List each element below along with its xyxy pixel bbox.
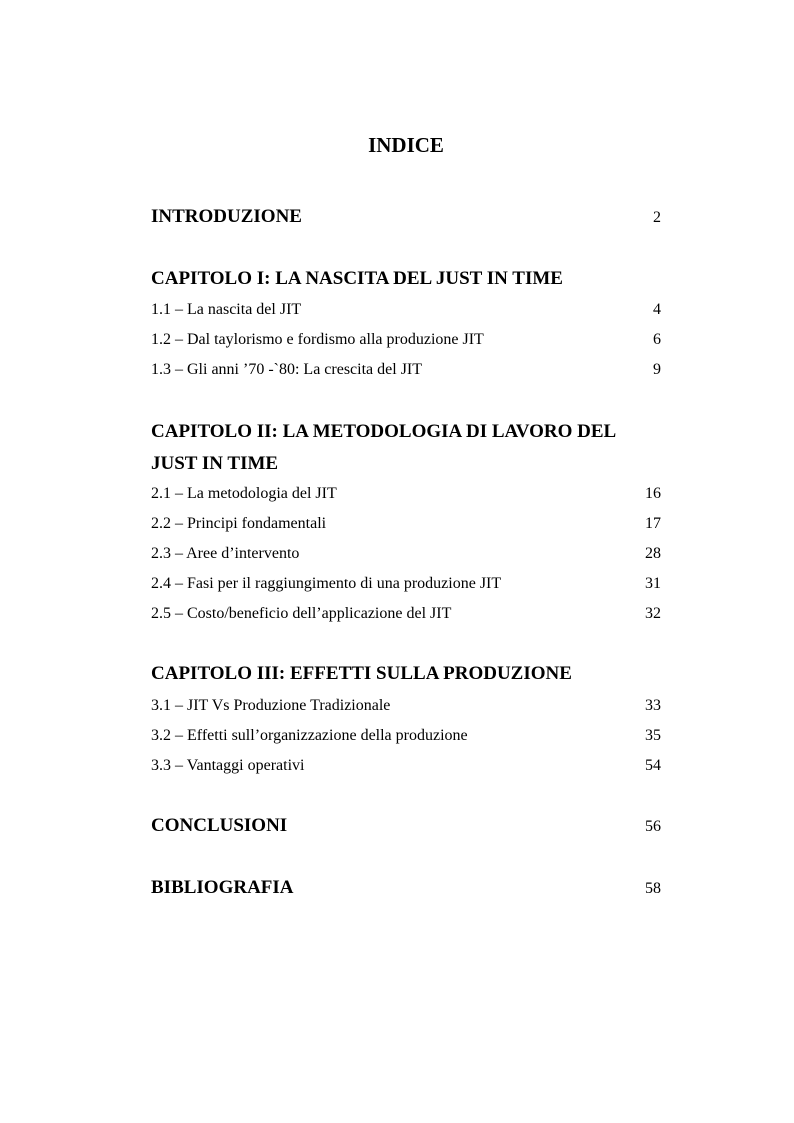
toc-page-number: 31 <box>645 575 661 592</box>
toc-entry-3-1[interactable] <box>151 696 661 716</box>
toc-entry-bibliografia[interactable] <box>151 876 661 901</box>
toc-page-number: 32 <box>645 605 661 622</box>
toc-entry-label: 2.3 – Aree d’intervento <box>151 545 300 562</box>
toc-entry-label: 1.2 – Dal taylorismo e fordismo alla produzione JIT <box>151 331 484 348</box>
chapter-heading-3: CAPITOLO III: EFFETTI SULLA PRODUZIONE <box>151 663 572 684</box>
chapter-heading-2-line2: JUST IN TIME <box>151 453 279 474</box>
toc-page-number: 28 <box>645 545 661 562</box>
toc-page-number: 9 <box>653 361 661 378</box>
toc-entry-1-3[interactable] <box>151 360 661 380</box>
toc-entry-label: BIBLIOGRAFIA <box>151 877 294 898</box>
toc-page-number: 54 <box>645 757 661 774</box>
toc-entry-3-2[interactable] <box>151 726 661 746</box>
toc-entry-label: 2.2 – Principi fondamentali <box>151 515 327 532</box>
toc-entry-1-2[interactable] <box>151 330 661 350</box>
toc-entry-label: 3.3 – Vantaggi operativi <box>151 757 305 774</box>
page-title: INDICE <box>368 133 444 157</box>
toc-entry-label: 3.1 – JIT Vs Produzione Tradizionale <box>151 697 391 714</box>
toc-page-number: 35 <box>645 727 661 744</box>
toc-entry-2-2[interactable] <box>151 514 661 534</box>
toc-page-number: 6 <box>653 331 661 348</box>
toc-page-number: 16 <box>645 485 661 502</box>
toc-page-number: 33 <box>645 697 661 714</box>
toc-entry-label: 1.1 – La nascita del JIT <box>151 301 302 318</box>
toc-entry-label: 2.1 – La metodologia del JIT <box>151 485 337 502</box>
toc-entry-introduzione[interactable] <box>151 205 661 230</box>
toc-page-number: 17 <box>645 515 661 532</box>
chapter-heading-1: CAPITOLO I: LA NASCITA DEL JUST IN TIME <box>151 268 563 289</box>
toc-entry-conclusioni[interactable] <box>151 814 661 839</box>
toc-entry-label: 2.5 – Costo/beneficio dell’applicazione del JIT <box>151 605 452 622</box>
toc-entry-2-4[interactable] <box>151 574 661 594</box>
toc-page-number: 2 <box>653 209 661 226</box>
toc-page-number: 58 <box>645 880 661 897</box>
toc-entry-3-3[interactable] <box>151 756 661 776</box>
toc-entry-label: 2.4 – Fasi per il raggiungimento di una produzione JIT <box>151 575 502 592</box>
toc-entry-2-3[interactable] <box>151 544 661 564</box>
toc-entry-label: INTRODUZIONE <box>151 206 302 227</box>
toc-entry-1-1[interactable] <box>151 300 661 320</box>
toc-entry-label: CONCLUSIONI <box>151 815 288 836</box>
toc-entry-label: 1.3 – Gli anni ’70 -`80: La crescita del JIT <box>151 361 423 378</box>
toc-entry-label: 3.2 – Effetti sull’organizzazione della produzione <box>151 727 468 744</box>
toc-entry-2-1[interactable] <box>151 484 661 504</box>
toc-entry-2-5[interactable] <box>151 604 661 624</box>
toc-page-number: 4 <box>653 301 661 318</box>
chapter-heading-2-line1: CAPITOLO II: LA METODOLOGIA DI LAVORO DEL <box>151 421 617 442</box>
toc-page-number: 56 <box>645 818 661 835</box>
